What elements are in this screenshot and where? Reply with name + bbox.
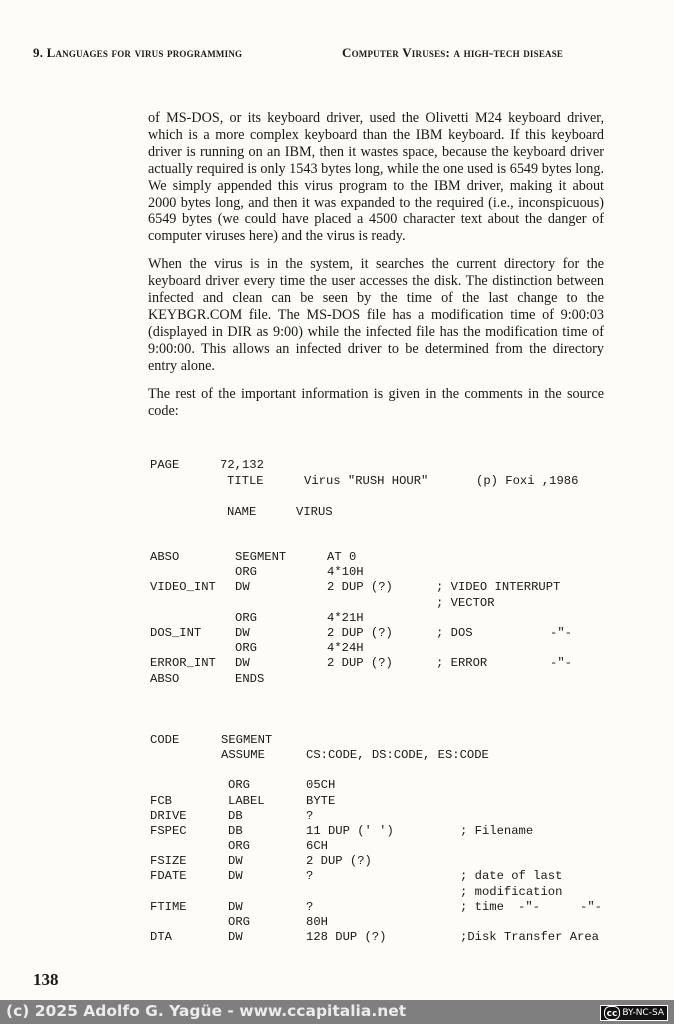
code-comment: ; date of last: [460, 869, 563, 883]
code-label: FCB: [150, 794, 172, 808]
code-comment: ; time: [460, 900, 504, 914]
code-operand: 05CH: [306, 778, 336, 792]
code-mnemonic: DW: [235, 626, 250, 640]
code-mnemonic: ORG: [228, 778, 250, 792]
code-label: PAGE: [150, 458, 180, 472]
footer-copyright: (c) 2025 Adolfo G. Yagüe - www.ccapitalia.net: [6, 1002, 407, 1020]
code-operand: 11 DUP (' '): [306, 824, 394, 838]
code-operand: 2 DUP (?): [327, 580, 393, 594]
code-line-name: [150, 505, 333, 520]
code-keyword: ASSUME: [221, 748, 265, 762]
paragraph-1: of MS-DOS, or its keyboard driver, used the Olivetti M24 keyboard driver, which is a more complex keyboard than the IBM keyboard. If this keyboard driver is running on an IBM, then it wastes space, because the keyboard driver actually required is only 1543 bytes long, while the one used is 6549 bytes long. We simply appended this virus program to the IBM driver, making it about 2000 bytes long, and then it was expanded to the required (i.e., inconspicuous) 6549 bytes (we could have placed a 4500 character text about the danger of computer viruses here) and the virus is ready.: [148, 110, 604, 245]
code-keyword: TITLE: [227, 474, 264, 488]
code-mnemonic: ORG: [228, 915, 250, 929]
code-mnemonic: ORG: [235, 611, 257, 625]
code-line-page: [150, 458, 264, 473]
code-mnemonic: ORG: [235, 641, 257, 655]
code-line-code-segment: [150, 733, 273, 748]
code-operand: 6CH: [306, 839, 328, 853]
ditto-mark: -"-: [550, 656, 572, 670]
code-operand: 2 DUP (?): [306, 854, 372, 868]
code-operand: 72,132: [220, 458, 264, 472]
ditto-mark: -"-: [550, 626, 572, 640]
code-operand: 4*24H: [327, 641, 364, 655]
code-mnemonic: DB: [228, 809, 243, 823]
code-mnemonic: DW: [228, 869, 243, 883]
code-comment: ; VIDEO INTERRUPT: [436, 580, 561, 594]
code-operand: AT 0: [327, 550, 357, 564]
code-label: CODE: [150, 733, 180, 747]
code-operand: 80H: [306, 915, 328, 929]
cc-license-icon: cc: [604, 1006, 621, 1020]
code-mnemonic: LABEL: [228, 794, 265, 808]
code-comment: ; DOS: [436, 626, 473, 640]
code-operand: 4*21H: [327, 611, 364, 625]
code-label: FSPEC: [150, 824, 187, 838]
code-mnemonic: ENDS: [235, 672, 265, 686]
code-label: FSIZE: [150, 854, 187, 868]
code-comment: ; ERROR: [436, 656, 488, 670]
code-operand: Virus "RUSH HOUR": [304, 474, 429, 488]
code-comment: ;Disk Transfer Area: [460, 930, 599, 944]
code-label: VIDEO_INT: [150, 580, 216, 594]
code-operand: ?: [306, 869, 314, 883]
code-mnemonic: DW: [235, 656, 250, 670]
license-label: BY-NC-SA: [622, 1008, 664, 1018]
code-operand: CS:CODE, DS:CODE, ES:CODE: [306, 748, 489, 762]
paragraph-2: When the virus is in the system, it searches the current directory for the keyboard driver every time the user accesses the disk. The distinction between infected and clean can be seen by the time of the last change to the KEYBGR.COM file. The MS-DOS file has a modification time of 9:00:03 (displayed in DIR as 9:00) while the infected file has the modification time of 9:00:00. This allows an infected driver to be determined from the directory entry alone.: [148, 256, 604, 374]
ditto-mark: -"-: [518, 900, 540, 914]
code-comment: ; modification: [460, 885, 563, 899]
code-label: ERROR_INT: [150, 656, 216, 670]
running-header-right: Computer Viruses: a high-tech disease: [342, 45, 564, 60]
code-label: DRIVE: [150, 809, 187, 823]
ditto-mark: -"-: [580, 900, 602, 914]
code-label: DTA: [150, 930, 172, 944]
code-operand: 2 DUP (?): [327, 656, 393, 670]
code-operand: 128 DUP (?): [306, 930, 387, 944]
paragraph-3: The rest of the important information is given in the comments in the source code:: [148, 385, 604, 419]
code-label: ABSO: [150, 672, 180, 686]
body-text: [148, 110, 604, 430]
footer-bar: [0, 1000, 674, 1024]
code-line-assume: [150, 748, 489, 763]
code-comment: ; Filename: [460, 824, 534, 838]
code-label: DOS_INT: [150, 626, 202, 640]
running-header-left: 9. Languages for virus programming: [33, 45, 243, 60]
code-mnemonic: ORG: [235, 565, 257, 579]
code-mnemonic: DB: [228, 824, 243, 838]
code-operand: VIRUS: [296, 505, 333, 519]
code-comment: (p) Foxi ,1986: [476, 474, 579, 488]
code-keyword: SEGMENT: [221, 733, 273, 747]
code-mnemonic: DW: [228, 930, 243, 944]
code-operand: 4*10H: [327, 565, 364, 579]
code-operand: BYTE: [306, 794, 336, 808]
code-label: FDATE: [150, 869, 187, 883]
code-mnemonic: ORG: [228, 839, 250, 853]
code-operand: ?: [306, 809, 314, 823]
code-label: FTIME: [150, 900, 187, 914]
cc-license-badge: [600, 1005, 668, 1021]
code-mnemonic: SEGMENT: [235, 550, 287, 564]
code-operand: ?: [306, 900, 314, 914]
code-label: ABSO: [150, 550, 180, 564]
code-operand: 2 DUP (?): [327, 626, 393, 640]
code-line-title: [150, 474, 579, 489]
page-number: 138: [33, 970, 59, 989]
code-mnemonic: DW: [228, 854, 243, 868]
code-mnemonic: DW: [228, 900, 243, 914]
code-comment: ; VECTOR: [436, 596, 495, 610]
code-keyword: NAME: [227, 505, 257, 519]
code-mnemonic: DW: [235, 580, 250, 594]
